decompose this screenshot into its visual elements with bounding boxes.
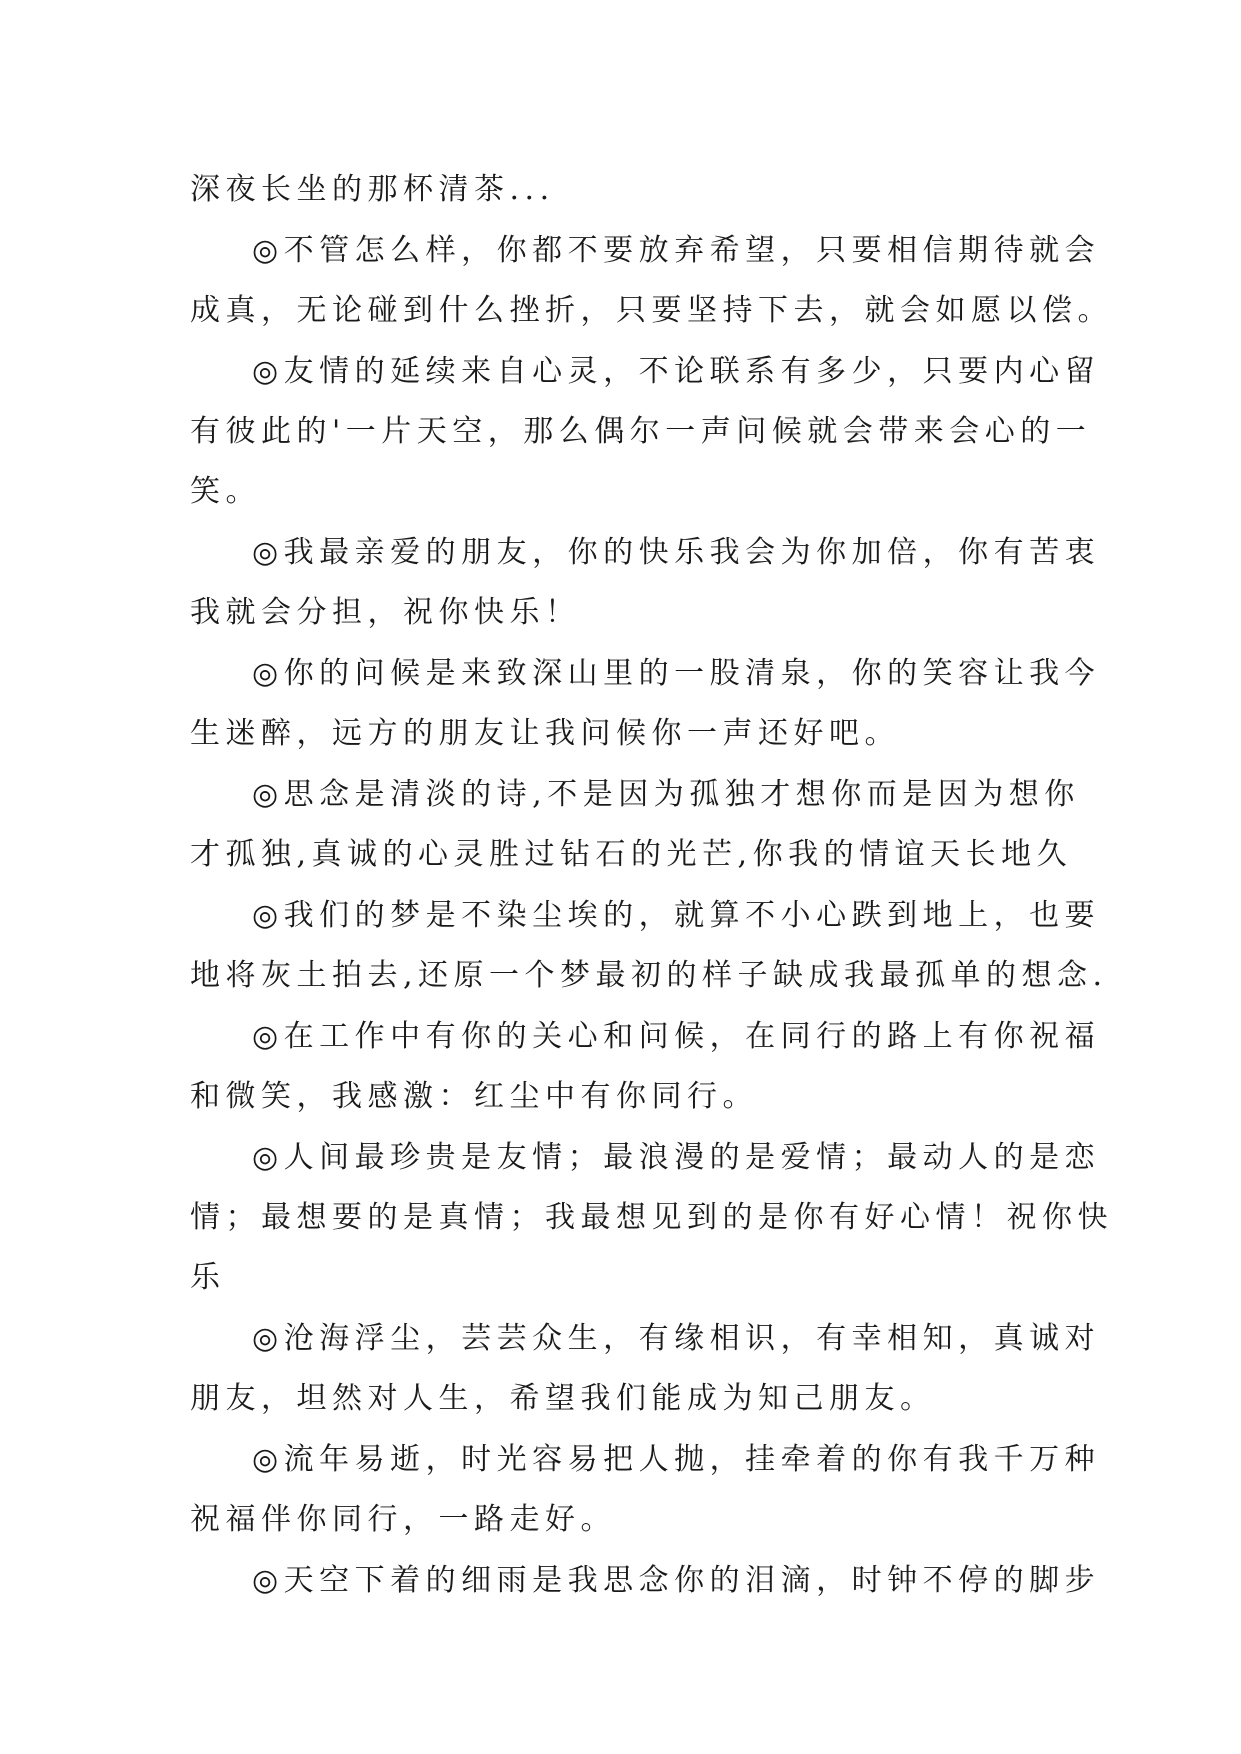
paragraph-line: 朋友，坦然对人生，希望我们能成为知己朋友。 [190,1381,936,1416]
paragraph-line: ◎我们的梦是不染尘埃的，就算不小心跌到地上，也要 [252,898,1101,933]
paragraph-line: 地将灰土拍去,还原一个梦最初的样子缺成我最孤单的想念. [190,958,1108,993]
paragraph-line: ◎不管怎么样，你都不要放弃希望，只要相信期待就会 [252,233,1101,268]
paragraph-line: ◎天空下着的细雨是我思念你的泪滴，时钟不停的脚步 [252,1563,1101,1598]
paragraph [190,1128,1113,1308]
paragraph [190,523,1101,643]
paragraph-line: 乐 [190,1260,226,1295]
paragraph-line: ◎在工作中有你的关心和问候，在同行的路上有你祝福 [252,1019,1101,1054]
paragraph-line: 笑。 [190,474,261,509]
paragraph [190,160,1070,220]
paragraph-line: 祝福伴你同行，一路走好。 [190,1502,616,1537]
paragraph-line: ◎我最亲爱的朋友，你的快乐我会为你加倍，你有苦衷 [252,535,1101,570]
paragraph-line: 生迷醉，远方的朋友让我问候你一声还好吧。 [190,716,900,751]
paragraph-line: ◎流年易逝，时光容易把人抛，挂牵着的你有我千万种 [252,1442,1101,1477]
paragraph [190,886,1108,1006]
paragraph-line: ◎你的问候是来致深山里的一股清泉，你的笑容让我今 [252,656,1101,691]
paragraph-line: 我就会分担，祝你快乐！ [190,595,581,630]
paragraph-line: 有彼此的'一片天空，那么偶尔一声问候就会带来会心的一 [190,414,1092,449]
paragraph-line: ◎人间最珍贵是友情；最浪漫的是爱情；最动人的是恋 [252,1140,1101,1175]
paragraph-line: 情；最想要的是真情；我最想见到的是你有好心情！祝你快 [190,1200,1113,1235]
paragraph [190,765,1080,885]
paragraph [190,1430,1101,1550]
paragraph-line: ◎友情的延续来自心灵，不论联系有多少，只要内心留 [252,354,1101,389]
paragraph [190,221,1113,341]
document-body [190,160,1113,1611]
paragraph [190,342,1101,522]
paragraph [190,1309,1101,1429]
paragraph-line: ◎思念是清淡的诗,不是因为孤独才想你而是因为想你 [252,777,1080,812]
paragraph-line: 和微笑，我感激：红尘中有你同行。 [190,1079,758,1114]
paragraph-line: 才孤独,真诚的心灵胜过钻石的光芒,你我的情谊天长地久 [190,837,1073,872]
paragraph [190,1007,1101,1127]
paragraph-line: 成真，无论碰到什么挫折，只要坚持下去，就会如愿以偿。 [190,293,1113,328]
paragraph-line: 深夜长坐的那杯清茶... [190,172,555,207]
paragraph-line: ◎沧海浮尘，芸芸众生，有缘相识，有幸相知，真诚对 [252,1321,1101,1356]
paragraph [190,644,1101,764]
paragraph [190,1551,1101,1611]
